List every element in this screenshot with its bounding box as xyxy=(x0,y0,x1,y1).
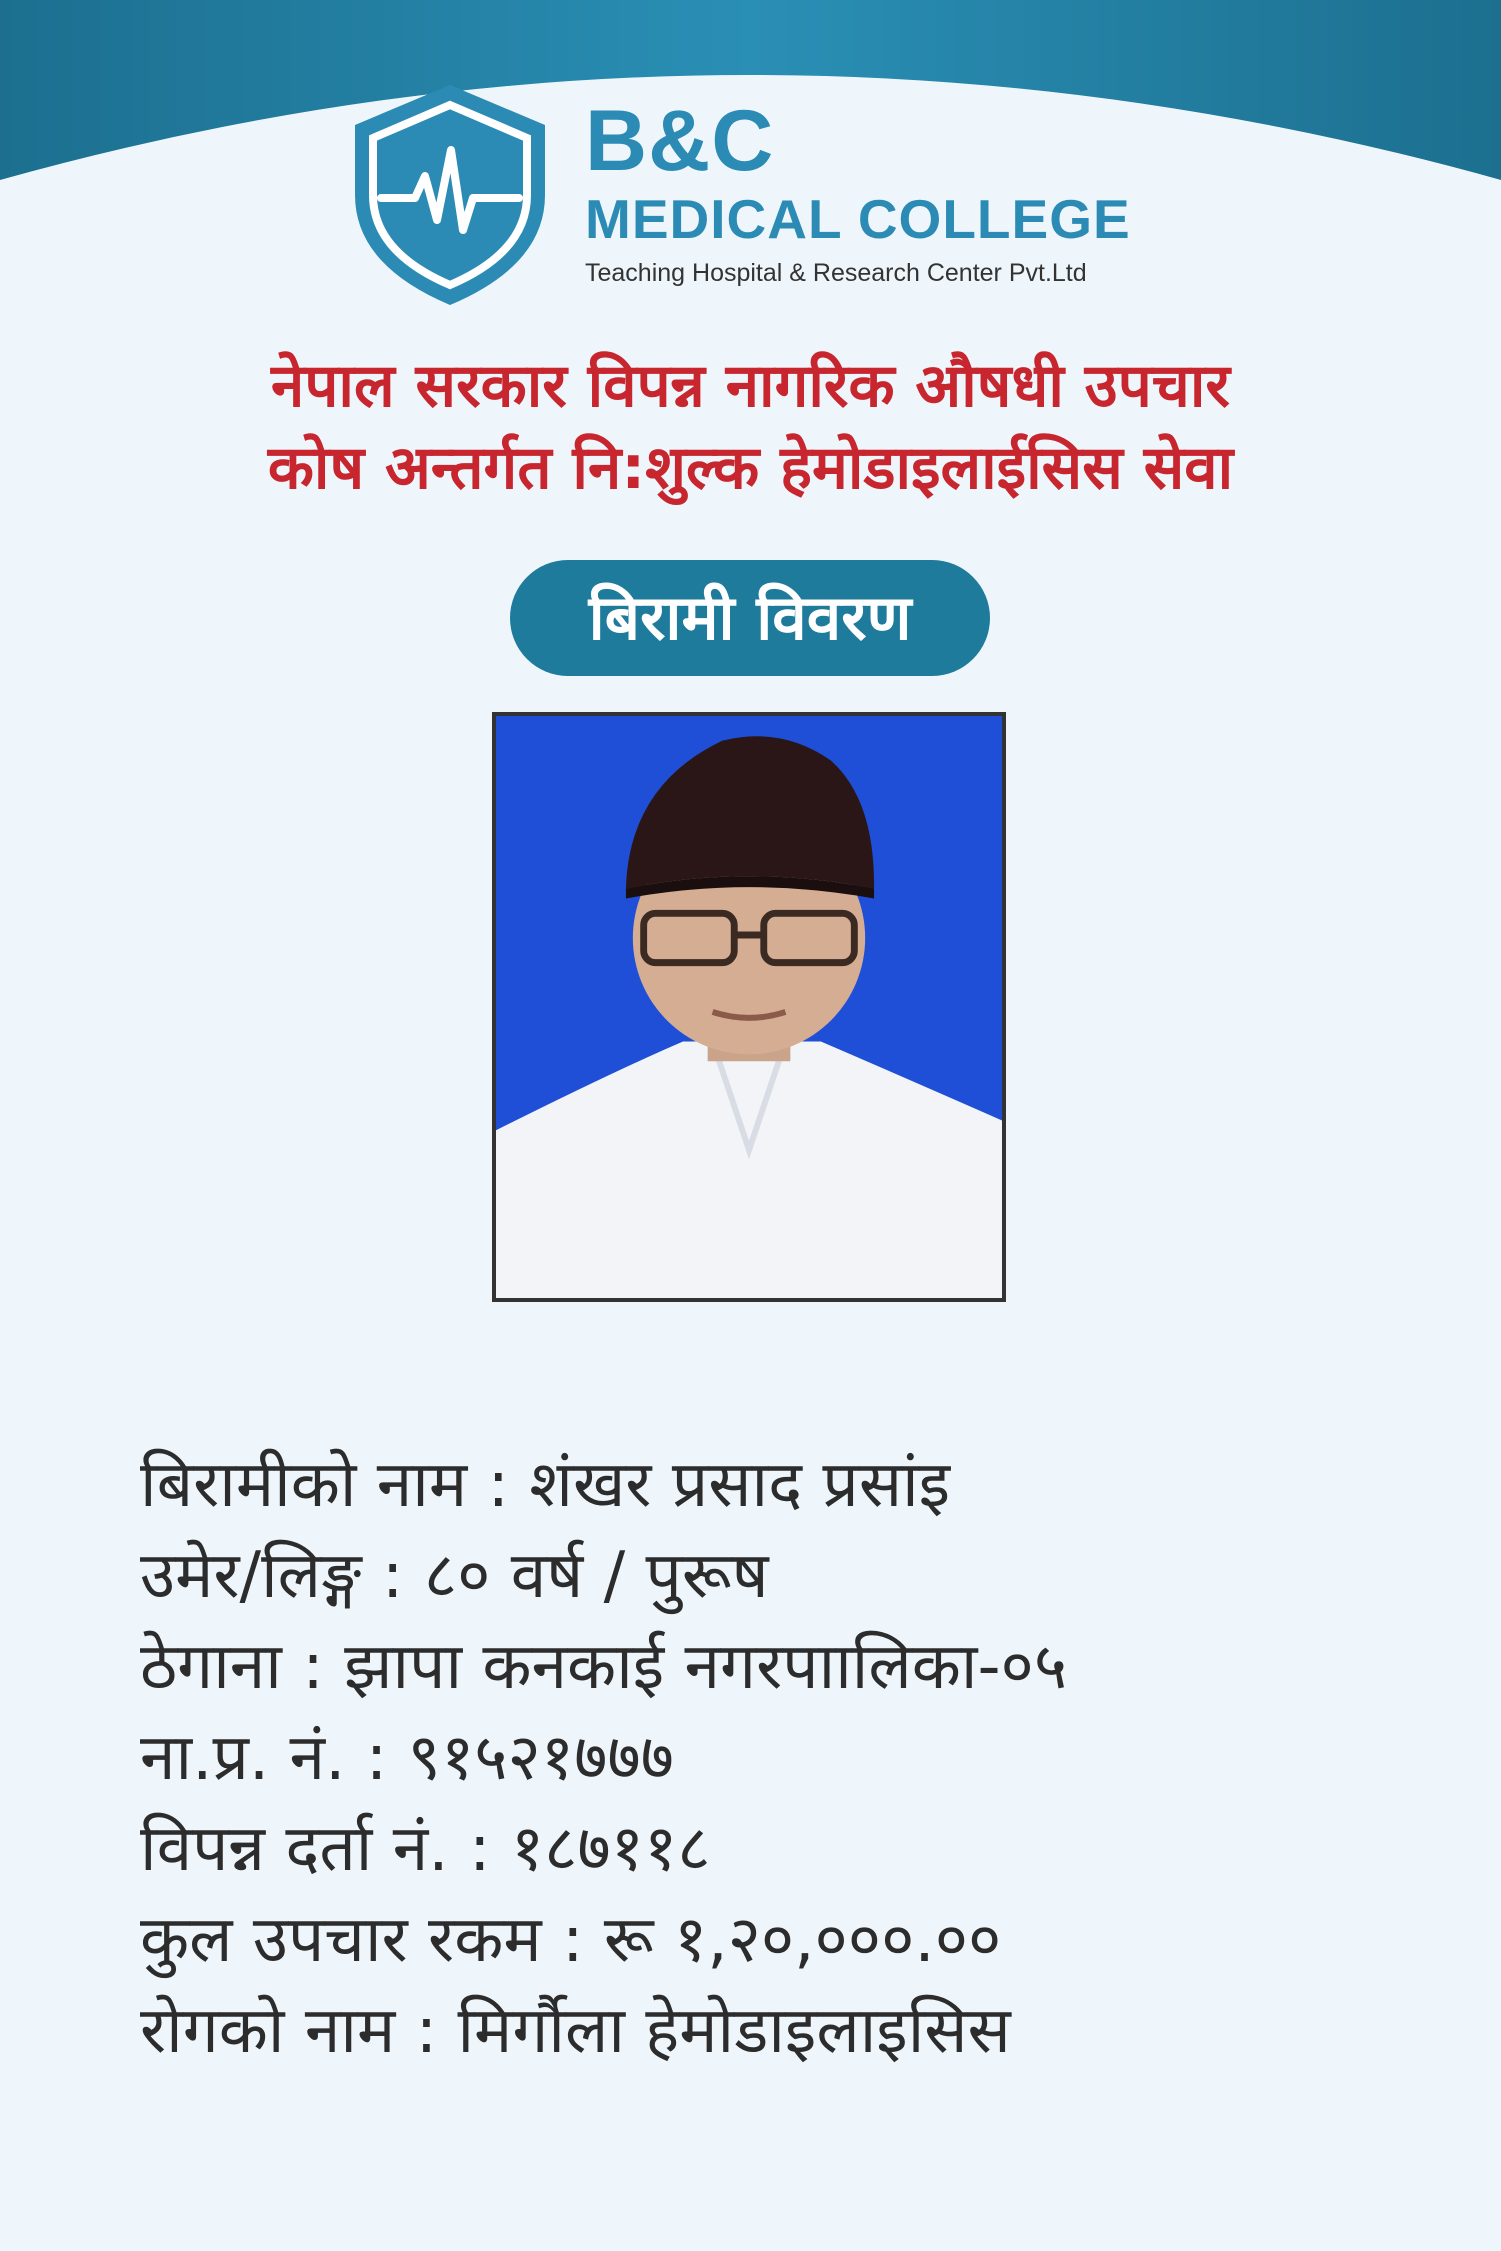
detail-row-disease-name xyxy=(140,1986,1400,2077)
detail-label: बिरामीको नाम xyxy=(140,1448,468,1522)
brand-block xyxy=(585,95,1285,289)
detail-label: रोगको नाम xyxy=(140,1994,396,2068)
detail-separator: : xyxy=(395,1994,458,2068)
detail-value: ९१५२१७७७ xyxy=(407,1721,674,1795)
brand-tagline: Teaching Hospital & Research Center Pvt.Ltd xyxy=(585,259,1087,287)
patient-photo xyxy=(492,712,1006,1302)
detail-value: झापा कनकाई नगरपाालिका-०५ xyxy=(344,1630,1068,1704)
detail-value: ८० वर्ष / पुरूष xyxy=(423,1539,769,1613)
detail-row-citizenship-number xyxy=(140,1713,1400,1804)
detail-value: रू १,२०,०००.०० xyxy=(603,1903,1002,1977)
detail-separator: : xyxy=(467,1448,530,1522)
section-title-badge: बिरामी विवरण xyxy=(510,560,990,676)
detail-separator: : xyxy=(541,1903,604,1977)
detail-row-age-gender xyxy=(140,1531,1400,1622)
detail-label: विपन्न दर्ता नं. xyxy=(140,1812,449,1886)
program-headline xyxy=(40,345,1461,509)
brand-college: MEDICAL COLLEGE xyxy=(585,188,1131,250)
detail-row-registration-number xyxy=(140,1804,1400,1895)
detail-value: मिर्गौला हेमोडाइलाइसिस xyxy=(457,1994,1011,2068)
headline-line-1: नेपाल सरकार विपन्न नागरिक औषधी उपचार xyxy=(271,351,1230,421)
brand-name: B&C xyxy=(585,93,775,189)
headline-line-2: कोष अन्तर्गत नि:शुल्क हेमोडाइलाईसिस सेवा xyxy=(267,433,1234,503)
detail-label: उमेर/लिङ्ग xyxy=(140,1539,362,1613)
shield-heartbeat-icon xyxy=(345,80,555,310)
detail-separator: : xyxy=(361,1539,424,1613)
detail-separator: : xyxy=(448,1812,511,1886)
detail-row-address xyxy=(140,1622,1400,1713)
patient-details xyxy=(140,1440,1400,2077)
detail-value: १८७११८ xyxy=(510,1812,711,1886)
detail-label: कुल उपचार रकम xyxy=(140,1903,542,1977)
detail-separator: : xyxy=(281,1630,345,1704)
detail-value: शंखर प्रसाद प्रसांइ xyxy=(529,1448,951,1522)
detail-row-treatment-amount xyxy=(140,1895,1400,1986)
detail-row-name xyxy=(140,1440,1400,1531)
detail-separator: : xyxy=(345,1721,408,1795)
patient-photo-illustration xyxy=(496,716,1002,1298)
detail-label: ठेगाना xyxy=(140,1630,282,1704)
detail-label: ना.प्र. नं. xyxy=(140,1721,346,1795)
